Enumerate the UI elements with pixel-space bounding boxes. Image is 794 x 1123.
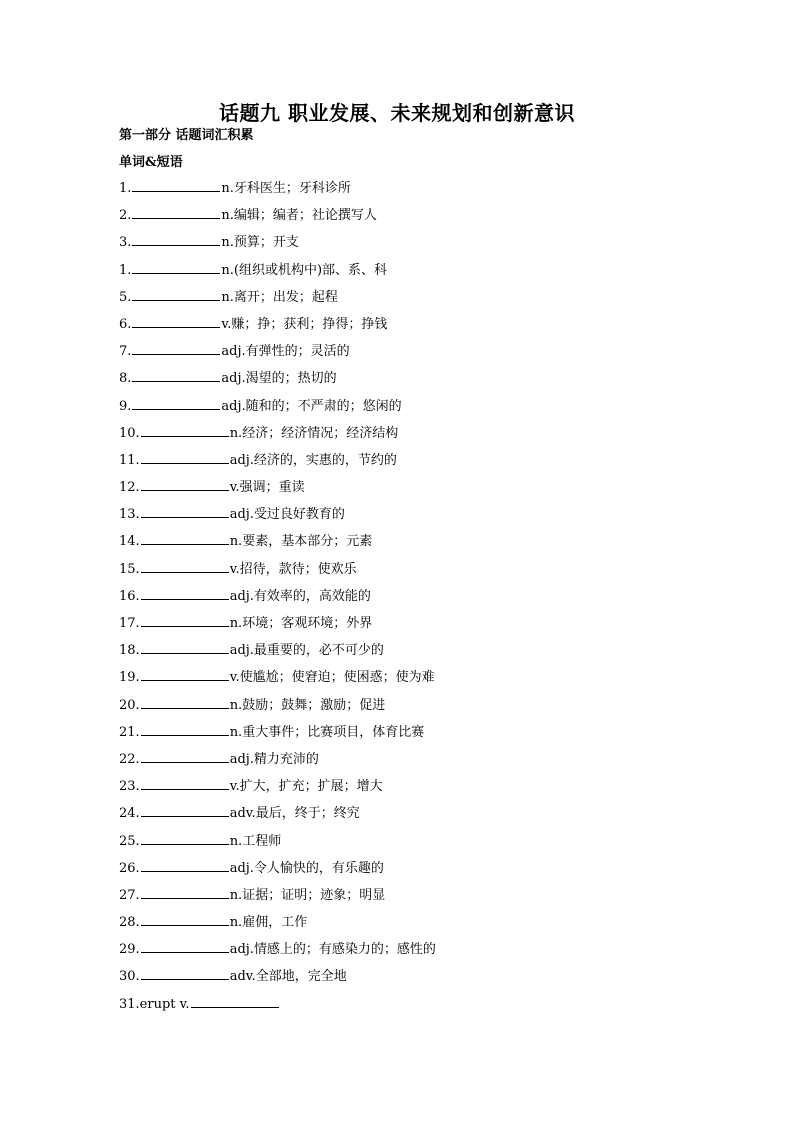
item-number: 29.: [119, 942, 140, 958]
item-number: 23.: [119, 779, 140, 795]
item-definition: adj.情感上的；有感染力的；感性的: [229, 942, 436, 958]
item-definition: v.扩大，扩充；扩展；增大: [229, 779, 383, 795]
vocab-item: [119, 858, 436, 885]
answer-blank[interactable]: [132, 368, 220, 382]
answer-blank[interactable]: [141, 776, 229, 790]
item-definition: n.(组织或机构中)部、系、科: [221, 262, 388, 278]
vocab-item: [119, 722, 436, 749]
answer-blank[interactable]: [141, 912, 229, 926]
item-number: 27.: [119, 887, 140, 903]
vocab-item: [119, 695, 436, 722]
answer-blank[interactable]: [141, 831, 229, 845]
item-definition: n.牙科医生；牙科诊所: [221, 181, 351, 196]
item-definition: adv.最后，终于；终究: [229, 806, 360, 822]
item-number: 21.: [119, 724, 140, 740]
item-definition: adj.最重要的，必不可少的: [229, 643, 384, 659]
answer-blank[interactable]: [132, 260, 220, 274]
answer-blank[interactable]: [132, 341, 220, 355]
answer-blank[interactable]: [141, 695, 229, 709]
vocab-item: [119, 939, 436, 966]
item-number: 1.: [119, 181, 132, 196]
answer-blank[interactable]: [141, 722, 229, 736]
item-definition: adj.渴望的；热切的: [221, 371, 337, 387]
answer-blank[interactable]: [141, 803, 229, 817]
vocab-item: [119, 531, 436, 558]
answer-blank[interactable]: [141, 423, 229, 437]
item-number: 26.: [119, 860, 140, 876]
item-definition: v.使尴尬；使窘迫；使困惑；使为难: [229, 670, 435, 686]
answer-blank[interactable]: [132, 287, 220, 301]
vocab-item: [119, 504, 436, 531]
item-number: 25.: [119, 833, 140, 849]
item-number: 1.: [119, 262, 132, 278]
answer-blank[interactable]: [141, 559, 229, 573]
item-definition: adj.令人愉快的，有乐趣的: [229, 860, 384, 876]
vocab-item: [119, 613, 436, 640]
item-definition: adj.精力充沛的: [229, 751, 319, 767]
vocab-item: [119, 477, 436, 504]
item-number: 15.: [119, 561, 140, 577]
vocab-item: [119, 396, 436, 423]
page-title: 话题九 职业发展、未来规划和创新意识: [219, 101, 575, 125]
answer-blank[interactable]: [132, 178, 220, 192]
item-definition: n.环境；客观环境；外界: [229, 616, 373, 631]
item-definition: n.工程师: [229, 833, 282, 849]
answer-blank[interactable]: [141, 531, 229, 545]
item-definition: adv.全部地，完全地: [229, 969, 347, 985]
vocab-item: [119, 640, 436, 667]
item-number: 10.: [119, 425, 140, 441]
item-number: 7.: [119, 344, 132, 360]
item-definition: n.离开；出发；起程: [221, 289, 338, 305]
answer-blank[interactable]: [141, 966, 229, 980]
item-number: 5.: [119, 289, 132, 305]
answer-blank[interactable]: [132, 396, 220, 410]
vocab-item: [119, 314, 436, 341]
answer-blank[interactable]: [141, 858, 229, 872]
answer-blank[interactable]: [141, 667, 229, 681]
item-definition: adj.受过良好教育的: [229, 507, 345, 523]
vocab-item: [119, 749, 436, 776]
answer-blank[interactable]: [132, 314, 220, 328]
answer-blank[interactable]: [141, 885, 229, 899]
answer-blank[interactable]: [141, 586, 229, 600]
vocab-item: [119, 559, 436, 586]
answer-blank[interactable]: [141, 450, 229, 464]
item-definition: n.证据；证明；迹象；明显: [229, 887, 386, 903]
vocab-item: [119, 966, 436, 993]
item-number: 11.: [119, 452, 140, 468]
item-number: 22.: [119, 751, 140, 767]
vocab-item: [119, 368, 436, 395]
item-number: 12.: [119, 480, 140, 496]
vocab-item: [119, 885, 436, 912]
vocab-item: [119, 232, 436, 259]
item-definition: n.预算；开支: [221, 235, 299, 251]
vocab-item: [119, 450, 436, 477]
subsection-heading: 单词&短语: [119, 155, 183, 170]
item-number: 20.: [119, 697, 140, 713]
vocab-item: [119, 586, 436, 613]
vocab-item: [119, 776, 436, 803]
vocab-item: [119, 803, 436, 830]
item-number: 6.: [119, 316, 132, 332]
item-definition: n.鼓励；鼓舞；激励；促进: [229, 697, 386, 713]
vocab-item: [119, 205, 436, 232]
item-prompt: 31.erupt v.: [119, 996, 190, 1012]
item-definition: v.强调；重读: [229, 480, 305, 496]
item-number: 3.: [119, 235, 132, 251]
answer-blank[interactable]: [132, 232, 220, 246]
vocab-item: [119, 912, 436, 939]
item-number: 30.: [119, 969, 140, 985]
item-definition: n.编辑；编者；社论撰写人: [221, 208, 377, 224]
item-number: 16.: [119, 588, 140, 604]
item-number: 24.: [119, 806, 140, 822]
item-definition: v.招待，款待；使欢乐: [229, 561, 357, 577]
item-number: 2.: [119, 208, 132, 224]
vocab-item: [119, 178, 436, 205]
item-definition: adj.有弹性的；灵活的: [221, 344, 350, 360]
item-definition: n.雇佣，工作: [229, 915, 308, 931]
vocab-item: [119, 260, 436, 287]
section-heading: 第一部分 话题词汇积累: [119, 128, 254, 143]
vocab-item: [119, 287, 436, 314]
item-number: 28.: [119, 915, 140, 931]
item-number: 8.: [119, 371, 132, 387]
item-definition: adj.经济的，实惠的，节约的: [229, 452, 397, 468]
vocab-item: [119, 831, 436, 858]
answer-blank[interactable]: [141, 749, 229, 763]
answer-blank[interactable]: [141, 939, 229, 953]
item-number: 19.: [119, 670, 140, 686]
vocab-item: [119, 341, 436, 368]
item-definition: adj.有效率的，高效能的: [229, 588, 371, 604]
answer-blank[interactable]: [141, 477, 229, 491]
item-definition: n.重大事件；比赛项目，体育比赛: [229, 724, 425, 740]
vocab-item: [119, 667, 436, 694]
answer-blank[interactable]: [141, 504, 229, 518]
item-number: 13.: [119, 507, 140, 523]
vocab-item: [119, 423, 436, 450]
answer-blank[interactable]: [141, 613, 229, 627]
item-definition: v.赚；挣；获利；挣得；挣钱: [221, 316, 388, 332]
answer-blank[interactable]: [141, 640, 229, 654]
item-number: 14.: [119, 534, 140, 550]
item-number: 18.: [119, 643, 140, 659]
item-definition: n.要素，基本部分；元素: [229, 534, 373, 550]
answer-blank[interactable]: [191, 994, 279, 1008]
vocab-item-last: [119, 994, 436, 1021]
item-definition: n.经济；经济情况；经济结构: [229, 425, 399, 441]
answer-blank[interactable]: [132, 205, 220, 219]
vocabulary-list: [119, 178, 436, 1021]
item-number: 9.: [119, 398, 132, 414]
item-number: 17.: [119, 616, 140, 631]
item-definition: adj.随和的；不严肃的；悠闲的: [221, 398, 402, 414]
